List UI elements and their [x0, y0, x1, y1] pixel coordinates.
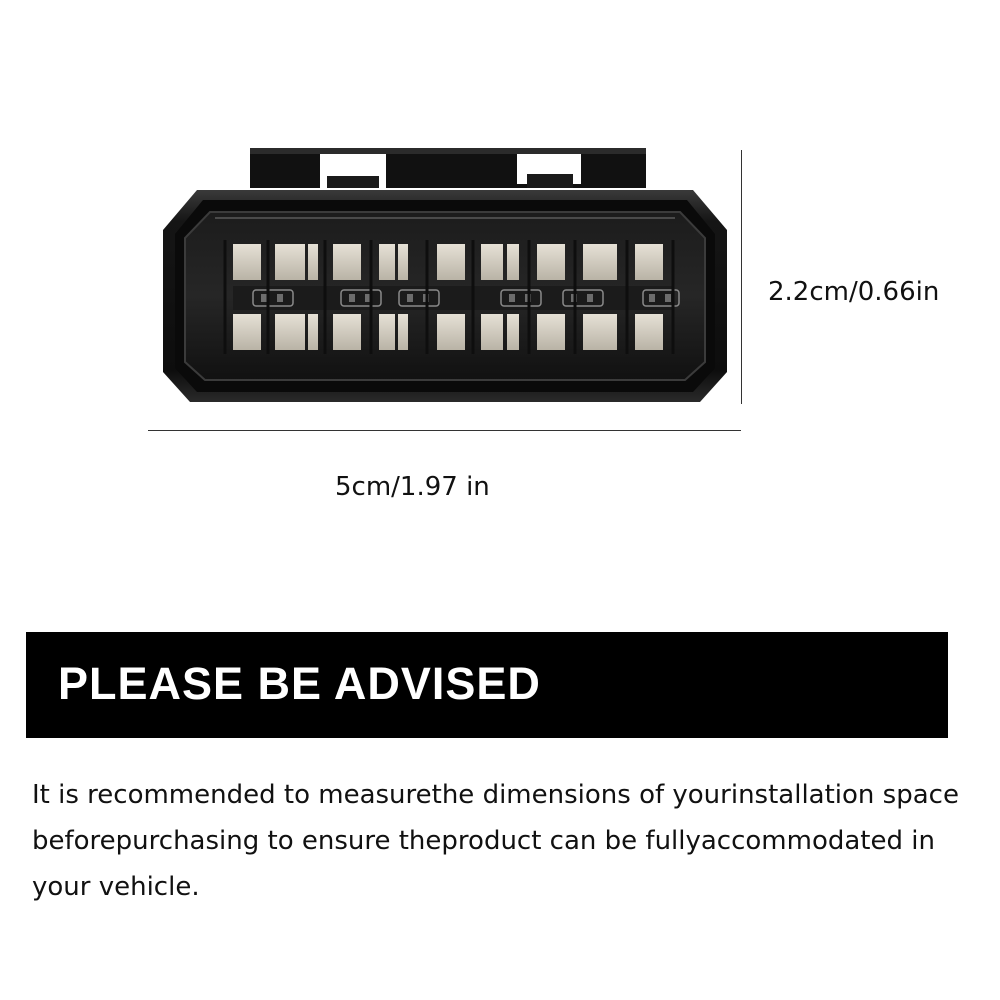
led-light-bar-image — [155, 140, 735, 410]
width-dimension-label: 5cm/1.97 in — [335, 472, 490, 502]
advisory-notice-text: It is recommended to measurethe dimensions of yourinstallation space beforepurchasing to ensure theproduct can be fullyaccommodated in your vehicle. — [32, 780, 959, 902]
height-dimension-label: 2.2cm/0.66in — [768, 277, 940, 307]
advisory-title: PLEASE BE ADVISED — [58, 658, 541, 709]
width-dimension-line — [148, 430, 741, 431]
height-dimension-line — [741, 150, 742, 404]
advisory-banner — [26, 632, 948, 738]
led-light-bar-icon — [155, 140, 735, 410]
